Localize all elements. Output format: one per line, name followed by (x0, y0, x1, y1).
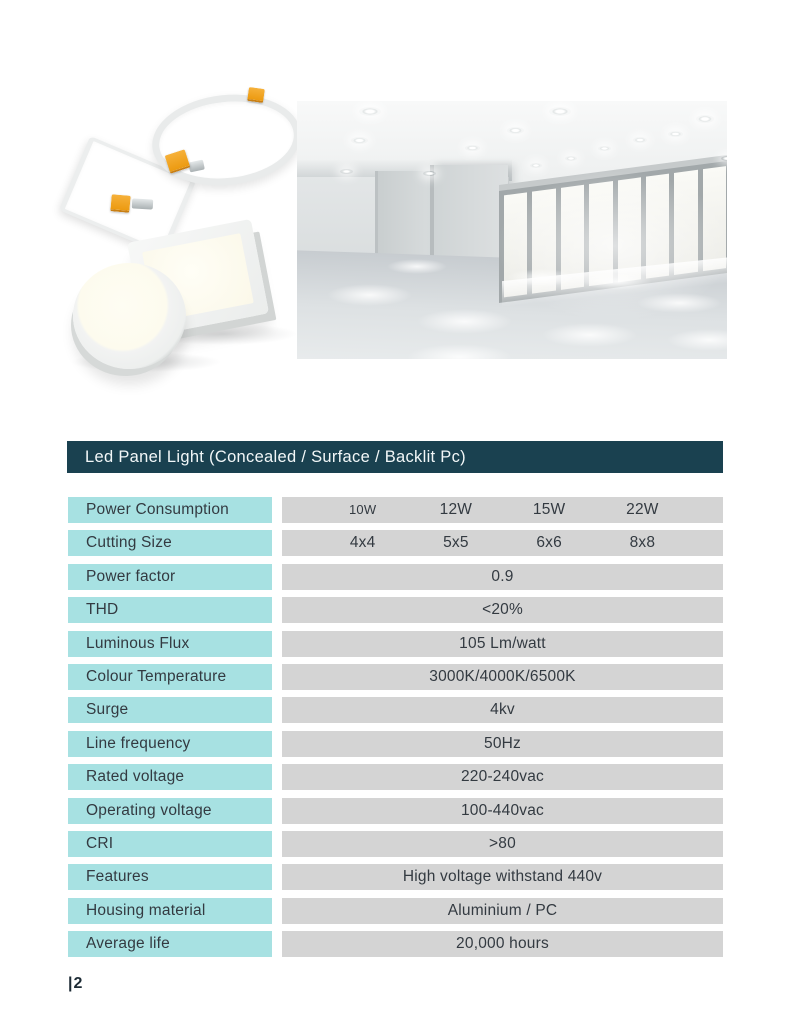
page-number: |2 (68, 975, 84, 992)
downlight-icon (340, 169, 353, 174)
spec-row-value: 50Hz (282, 731, 723, 757)
downlight-icon (598, 146, 611, 151)
floor-light-pool (387, 259, 447, 274)
spec-row-value: <20% (282, 597, 723, 623)
downlight-icon (565, 156, 577, 161)
spec-row-label: Colour Temperature (68, 664, 272, 690)
spec-row-label: CRI (68, 831, 272, 857)
spec-row-value: 105 Lm/watt (282, 631, 723, 657)
floor-light-pool (542, 323, 637, 347)
downlight-icon (507, 127, 524, 134)
spec-row-value: 220-240vac (282, 764, 723, 790)
floor-light-pool (327, 284, 412, 306)
spec-row (68, 497, 723, 523)
room-interior-photo (297, 101, 727, 359)
spec-value-cell: 15W (532, 501, 566, 518)
spec-row (68, 731, 723, 757)
spec-row-label: THD (68, 597, 272, 623)
spec-row-label: Surge (68, 697, 272, 723)
downlight-icon (530, 163, 542, 168)
spec-value-cell: 6x6 (536, 534, 562, 552)
spec-value-cell: 12W (439, 501, 473, 518)
spec-row-value: 20,000 hours (282, 931, 723, 957)
downlight-icon (423, 171, 436, 176)
spec-row-value: 4kv (282, 697, 723, 723)
floor-light-pool (637, 293, 722, 313)
spec-row (68, 798, 723, 824)
spring-bracket-icon (132, 198, 153, 209)
spec-row-label: Average life (68, 931, 272, 957)
spec-value-cell: 22W (626, 501, 659, 518)
spec-row-value: 100-440vac (282, 798, 723, 824)
floor-light-pool (417, 309, 512, 334)
spec-row (68, 597, 723, 623)
spec-row-value: High voltage withstand 440v (282, 864, 723, 890)
mounting-clip-icon (110, 194, 130, 213)
spec-row-label: Operating voltage (68, 798, 272, 824)
spec-row (68, 898, 723, 924)
spec-row-label: Cutting Size (68, 530, 272, 556)
floor-light-pool (507, 269, 577, 286)
mounting-clip-icon (247, 87, 265, 103)
spec-row-label: Power factor (68, 564, 272, 590)
spec-row-label: Power Consumption (68, 497, 272, 523)
spec-row-label: Housing material (68, 898, 272, 924)
downlight-icon (359, 107, 381, 116)
section-title-bar (67, 441, 723, 473)
spec-value-cell: 4x4 (349, 534, 376, 552)
spec-row-value (282, 530, 723, 556)
downlight-icon (351, 137, 368, 144)
downlight-icon (696, 115, 714, 123)
spec-row-value: Aluminium / PC (282, 898, 723, 924)
spec-row-label: Rated voltage (68, 764, 272, 790)
spec-table (68, 497, 723, 964)
round-surface-panel-image (73, 263, 186, 369)
spec-row-value: 0.9 (282, 564, 723, 590)
spec-row (68, 564, 723, 590)
downlight-icon (549, 107, 571, 116)
spec-row (68, 831, 723, 857)
spec-row-value: >80 (282, 831, 723, 857)
spec-row (68, 664, 723, 690)
spec-row-label: Luminous Flux (68, 631, 272, 657)
downlight-icon (633, 137, 647, 143)
spec-row (68, 931, 723, 957)
downlight-icon (465, 145, 480, 151)
spec-row-value (282, 497, 723, 523)
spec-row-value: 3000K/4000K/6500K (282, 664, 723, 690)
spec-row (68, 864, 723, 890)
spec-row (68, 697, 723, 723)
spec-row (68, 530, 723, 556)
spec-value-cell: 10W (348, 502, 377, 517)
spec-value-cell: 8x8 (629, 534, 656, 552)
spec-row (68, 764, 723, 790)
product-collage (55, 80, 300, 375)
downlight-icon (668, 131, 683, 137)
spec-row-label: Line frequency (68, 731, 272, 757)
downlight-icon (721, 156, 727, 161)
floor-light-pool (582, 273, 652, 290)
section-title: Led Panel Light (Concealed / Surface / Backlit Pc) (85, 448, 466, 466)
spec-row (68, 631, 723, 657)
spec-value-cell: 5x5 (443, 534, 469, 552)
spec-row-label: Features (68, 864, 272, 890)
